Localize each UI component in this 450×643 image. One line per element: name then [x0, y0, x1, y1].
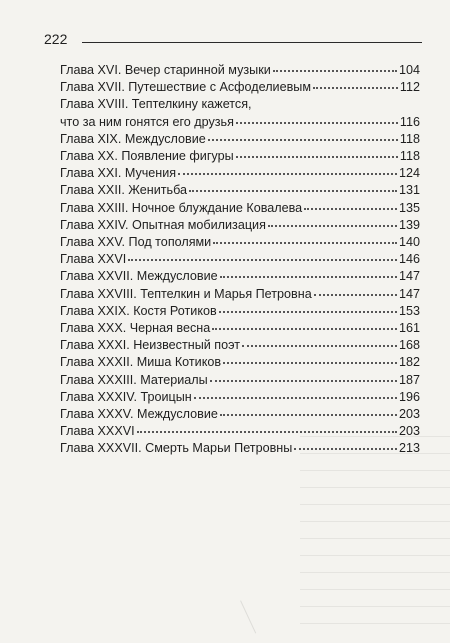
bleed-line	[300, 572, 450, 573]
toc-page-number: 112	[399, 80, 420, 95]
toc-dot-leader	[273, 70, 397, 72]
toc-entry-title: Глава XXVIII. Тептелкин и Марья Петровна	[60, 286, 312, 301]
toc-page-number: 124	[398, 166, 420, 181]
toc-entry-title: Глава XXII. Женитьба	[60, 183, 188, 198]
toc-entry-title: Глава XXXII. Миша Котиков	[60, 355, 222, 370]
bleed-line	[300, 487, 450, 488]
toc-page-number: 153	[398, 303, 420, 318]
toc-entry-title: Глава XXXV. Междусловие	[60, 407, 218, 422]
toc-dot-leader	[294, 448, 397, 450]
toc-entry	[60, 165, 420, 182]
toc-entry-line	[60, 372, 420, 389]
toc-entry-title: Глава XXIII. Ночное блуждание Ковалева	[60, 200, 303, 215]
toc-page-number: 147	[398, 269, 420, 284]
toc-entry	[60, 389, 420, 406]
toc-dot-leader	[137, 431, 397, 433]
toc-page-number: 161	[398, 321, 420, 336]
toc-entry-line	[60, 217, 420, 234]
page-number: 222	[44, 31, 68, 47]
toc-entry-title: Глава XIX. Междусловие	[60, 131, 206, 146]
toc-entry-title: Глава XXIX. Костя Ротиков	[60, 303, 217, 318]
toc-entry-line	[60, 131, 420, 148]
toc-dot-leader	[213, 242, 397, 244]
toc-page-number: 139	[398, 217, 420, 232]
bleed-line	[300, 589, 450, 590]
toc-entry-title: Глава XXVI	[60, 252, 127, 267]
toc-entry-line	[60, 286, 420, 303]
toc-dot-leader	[220, 414, 397, 416]
toc-entry-line	[60, 268, 420, 285]
toc-entry-line	[60, 320, 420, 337]
toc-entry-title: Глава XXI. Мучения	[60, 166, 177, 181]
toc-entry	[60, 303, 420, 320]
toc-entry	[60, 251, 420, 268]
toc-entry-line	[60, 251, 420, 268]
toc-page-number: 146	[398, 252, 420, 267]
toc-entry-line	[60, 440, 420, 457]
bleed-line	[300, 606, 450, 607]
toc-entry-title: Глава XVII. Путешествие с Асфоделиевым	[60, 80, 311, 95]
toc-dot-leader	[189, 190, 397, 192]
toc-entry-line-continued	[60, 96, 420, 113]
toc-dot-leader	[268, 225, 397, 227]
toc-entry-title: Глава XXXVI	[60, 424, 135, 439]
toc-page-number: 203	[398, 407, 420, 422]
toc-entry	[60, 234, 420, 251]
toc-dot-leader	[314, 294, 397, 296]
toc-entry	[60, 217, 420, 234]
toc-dot-leader	[313, 87, 398, 89]
toc-entry	[60, 423, 420, 440]
toc-dot-leader	[304, 208, 397, 210]
toc-page-number: 196	[398, 389, 420, 404]
toc-page-number: 140	[398, 235, 420, 250]
toc-entry-line	[60, 337, 420, 354]
toc-dot-leader	[236, 122, 398, 124]
toc-page-number: 213	[398, 441, 420, 456]
bleed-line	[300, 521, 450, 522]
toc-entry-line	[60, 182, 420, 199]
toc-dot-leader	[242, 345, 397, 347]
toc-page-number: 168	[398, 338, 420, 353]
toc-page-number: 182	[398, 355, 420, 370]
toc-entry	[60, 406, 420, 423]
toc-entry-line	[60, 114, 420, 131]
toc-entry-line	[60, 200, 420, 217]
toc-entry	[60, 286, 420, 303]
toc-entry-line	[60, 234, 420, 251]
toc-entry-title: Глава XXIV. Опытная мобилизация	[60, 217, 266, 232]
toc-entry-line	[60, 303, 420, 320]
toc-entry	[60, 62, 420, 79]
bleed-line	[300, 555, 450, 556]
toc-dot-leader	[219, 311, 397, 313]
toc-page-number: 131	[398, 183, 420, 198]
toc-page-number: 118	[399, 131, 420, 146]
toc-page-number: 104	[398, 63, 420, 77]
toc-entry-line	[60, 148, 420, 165]
toc-dot-leader	[236, 156, 398, 158]
toc-entry-line	[60, 62, 420, 79]
toc-entry	[60, 372, 420, 389]
toc-entry-line	[60, 406, 420, 423]
toc-entry-title: Глава XXXI. Неизвестный поэт	[60, 338, 241, 353]
toc-entry-title: Глава XXXVII. Смерть Марьи Петровны	[60, 441, 293, 456]
toc-page-number: 187	[398, 372, 420, 387]
toc-dot-leader	[220, 276, 397, 278]
toc-page-number: 118	[399, 149, 420, 164]
toc-dot-leader	[223, 362, 397, 364]
toc-entry-title: Глава XVIII. Тептелкину кажется,	[60, 97, 252, 112]
toc-entry	[60, 200, 420, 217]
toc-page-number: 147	[398, 286, 420, 301]
toc-entry-title: Глава XXV. Под тополями	[60, 235, 212, 250]
bleed-line	[300, 470, 450, 471]
toc-entry-title: что за ним гонятся его друзья	[60, 114, 234, 129]
toc-dot-leader	[128, 259, 397, 261]
toc-entry-line	[60, 79, 420, 96]
header-rule	[82, 42, 422, 43]
toc-entry-line	[60, 389, 420, 406]
toc-entry-title: Глава XVI. Вечер старинной музыки	[60, 63, 271, 77]
toc-entry-line	[60, 165, 420, 182]
toc-dot-leader	[210, 380, 397, 382]
toc-page-number: 203	[398, 424, 420, 439]
toc-entry	[60, 320, 420, 337]
reverse-page-bleed	[300, 430, 450, 643]
toc-entry	[60, 182, 420, 199]
toc-entry-line	[60, 423, 420, 440]
bleed-line	[300, 538, 450, 539]
toc-entry	[60, 337, 420, 354]
toc-entry	[60, 79, 420, 96]
toc-entry-title: Глава XXX. Черная весна	[60, 321, 211, 336]
toc-page-number: 116	[399, 114, 420, 129]
toc-entry	[60, 354, 420, 371]
bleed-line	[300, 623, 450, 624]
toc-dot-leader	[208, 139, 398, 141]
toc-entry	[60, 148, 420, 165]
toc-entry	[60, 131, 420, 148]
toc-entry-line	[60, 354, 420, 371]
toc-page-number: 135	[398, 200, 420, 215]
paper-crease	[240, 595, 269, 634]
toc-entry-title: Глава XXVII. Междусловие	[60, 269, 218, 284]
toc-entry	[60, 268, 420, 285]
toc-dot-leader	[194, 397, 397, 399]
toc-entry-title: Глава XXXIV. Троицын	[60, 389, 192, 404]
table-of-contents	[60, 62, 420, 458]
toc-entry-title: Глава XX. Появление фигуры	[60, 149, 234, 164]
toc-entry	[60, 440, 420, 457]
bleed-line	[300, 504, 450, 505]
toc-entry	[60, 96, 420, 130]
toc-dot-leader	[212, 328, 397, 330]
toc-dot-leader	[178, 173, 397, 175]
toc-entry-title: Глава XXXIII. Материалы	[60, 372, 208, 387]
